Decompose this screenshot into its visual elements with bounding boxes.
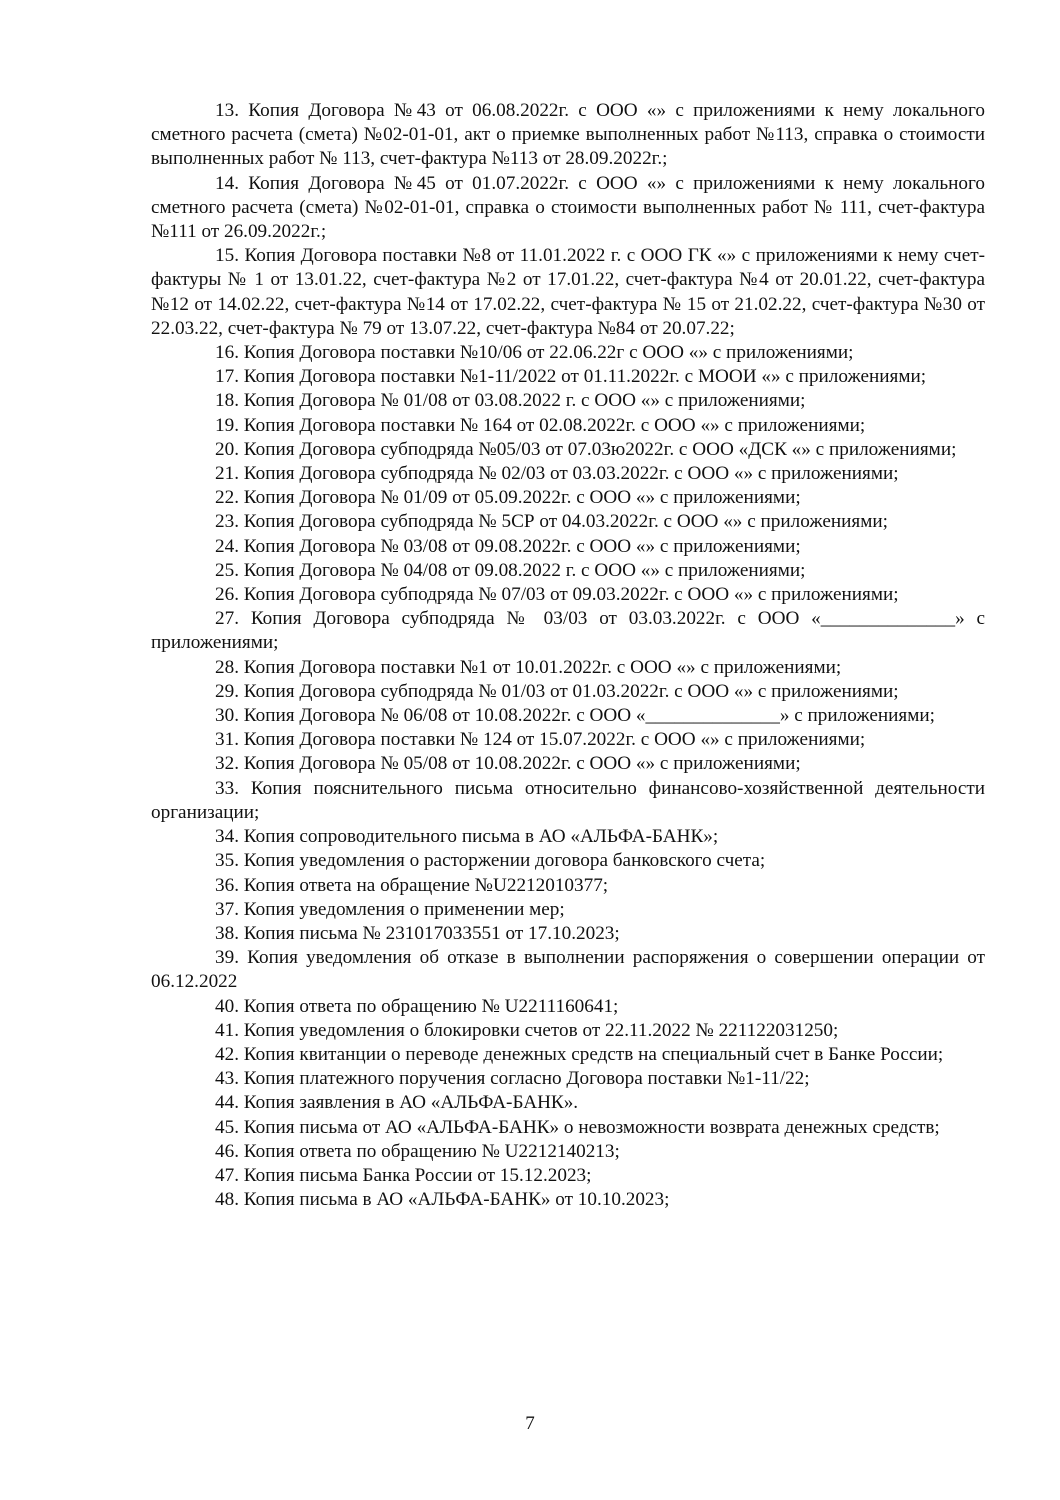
list-item: 30. Копия Договора № 06/08 от 10.08.2022г. с ООО «______________» с приложениями;	[215, 705, 935, 727]
list-item: 20. Копия Договора субподряда №05/03 от 07.03ю2022г. с ООО «ДСК «» с приложениями;	[215, 438, 957, 460]
list-item: 15. Копия Договора поставки №8 от 11.01.2022 г. с ООО ГК «» с приложениями к нему счет-фактуры № 1 от 13.01.22, счет-фактура №2 от 17.01.22, счет-фактура №4 от 20.01.22, счет-фактура №12 от 14.02.22, счет-фактура №14 от 17.02.22, счет-фактура № 15 от 21.02.22, счет-фактура №30 от 22.03.22, счет-фактура № 79 от 13.07.22, счет-фактура №84 от 20.07.22;	[151, 245, 985, 339]
list-item: 48. Копия письма в АО «АЛЬФА-БАНК» от 10.10.2023;	[215, 1189, 670, 1211]
list-item: 41. Копия уведомления о блокировки счетов от 22.11.2022 № 221122031250;	[215, 1019, 839, 1041]
list-item: 17. Копия Договора поставки №1-11/2022 от 01.11.2022г. с МООИ «» с приложениями;	[215, 366, 927, 388]
list-item: 26. Копия Договора субподряда № 07/03 от 09.03.2022г. с ООО «» с приложениями;	[215, 584, 899, 606]
list-item: 24. Копия Договора № 03/08 от 09.08.2022г. с ООО «» с приложениями;	[215, 535, 801, 557]
list-item: 13. Копия Договора №43 от 06.08.2022г. с ООО «» с приложениями к нему локального сметного расчета (смета) №02-01-01, акт о приемке выполненных работ №113, справка о стоимости выполненных работ № 113, счет-фактура №113 от 28.09.2022г.;	[151, 100, 986, 170]
list-item: 44. Копия заявления в АО «АЛЬФА-БАНК».	[215, 1092, 579, 1114]
list-item: 42. Копия квитанции о переводе денежных средств на специальный счет в Банке России;	[215, 1043, 944, 1065]
list-item: 23. Копия Договора субподряда № 5СР от 04.03.2022г. с ООО «» с приложениями;	[215, 511, 888, 533]
list-item: 45. Копия письма от АО «АЛЬФА-БАНК» о невозможности возврата денежных средств;	[215, 1116, 940, 1138]
list-item: 32. Копия Договора № 05/08 от 10.08.2022г. с ООО «» с приложениями;	[215, 753, 801, 775]
list-item: 34. Копия сопроводительного письма в АО «АЛЬФА-БАНК»;	[215, 826, 719, 848]
list-item: 27. Копия Договора субподряда № 03/03 от 03.03.2022г. с ООО «______________» с приложениями;	[151, 608, 986, 654]
list-item: 33. Копия пояснительного письма относительно финансово-хозяйственной деятельности организации;	[151, 777, 986, 823]
list-item: 46. Копия ответа по обращению № U2212140213;	[215, 1140, 620, 1162]
list-item: 19. Копия Договора поставки № 164 от 02.08.2022г. с ООО «» с приложениями;	[215, 414, 866, 436]
list-item: 38. Копия письма № 231017033551 от 17.10.2023;	[215, 922, 620, 944]
list-item: 28. Копия Договора поставки №1 от 10.01.2022г. с ООО «» с приложениями;	[215, 656, 842, 678]
list-item: 14. Копия Договора №45 от 01.07.2022г. с ООО «» с приложениями к нему локального сметного расчета (смета) №02-01-01, справка о стоимости выполненных работ № 111, счет-фактура №111 от 26.09.2022г.;	[151, 172, 986, 243]
list-item: 29. Копия Договора субподряда № 01/03 от 01.03.2022г. с ООО «» с приложениями;	[215, 680, 899, 702]
list-item: 21. Копия Договора субподряда № 02/03 от 03.03.2022г. с ООО «» с приложениями;	[215, 463, 899, 485]
document-list	[151, 99, 985, 1212]
list-item: 22. Копия Договора № 01/09 от 05.09.2022г. с ООО «» с приложениями;	[215, 487, 801, 509]
list-item: 18. Копия Договора № 01/08 от 03.08.2022 г. с ООО «» с приложениями;	[215, 390, 806, 412]
list-item: 36. Копия ответа на обращение №U2212010377;	[215, 874, 609, 896]
page-number: 7	[525, 1413, 535, 1434]
list-item: 47. Копия письма Банка России от 15.12.2023;	[215, 1164, 592, 1186]
list-item: 43. Копия платежного поручения согласно Договора поставки №1-11/22;	[215, 1068, 810, 1090]
list-item: 40. Копия ответа по обращению № U2211160641;	[215, 995, 619, 1017]
list-item: 31. Копия Договора поставки № 124 от 15.07.2022г. с ООО «» с приложениями;	[215, 729, 866, 751]
list-item: 35. Копия уведомления о расторжении договора банковского счета;	[215, 850, 766, 872]
list-item: 16. Копия Договора поставки №10/06 от 22.06.22г с ООО «» с приложениями;	[215, 342, 854, 364]
list-item: 39. Копия уведомления об отказе в выполнении распоряжения о совершении операции от 06.12.2022	[151, 947, 985, 993]
list-item: 25. Копия Договора № 04/08 от 09.08.2022 г. с ООО «» с приложениями;	[215, 559, 806, 581]
list-item: 37. Копия уведомления о применении мер;	[215, 898, 565, 920]
